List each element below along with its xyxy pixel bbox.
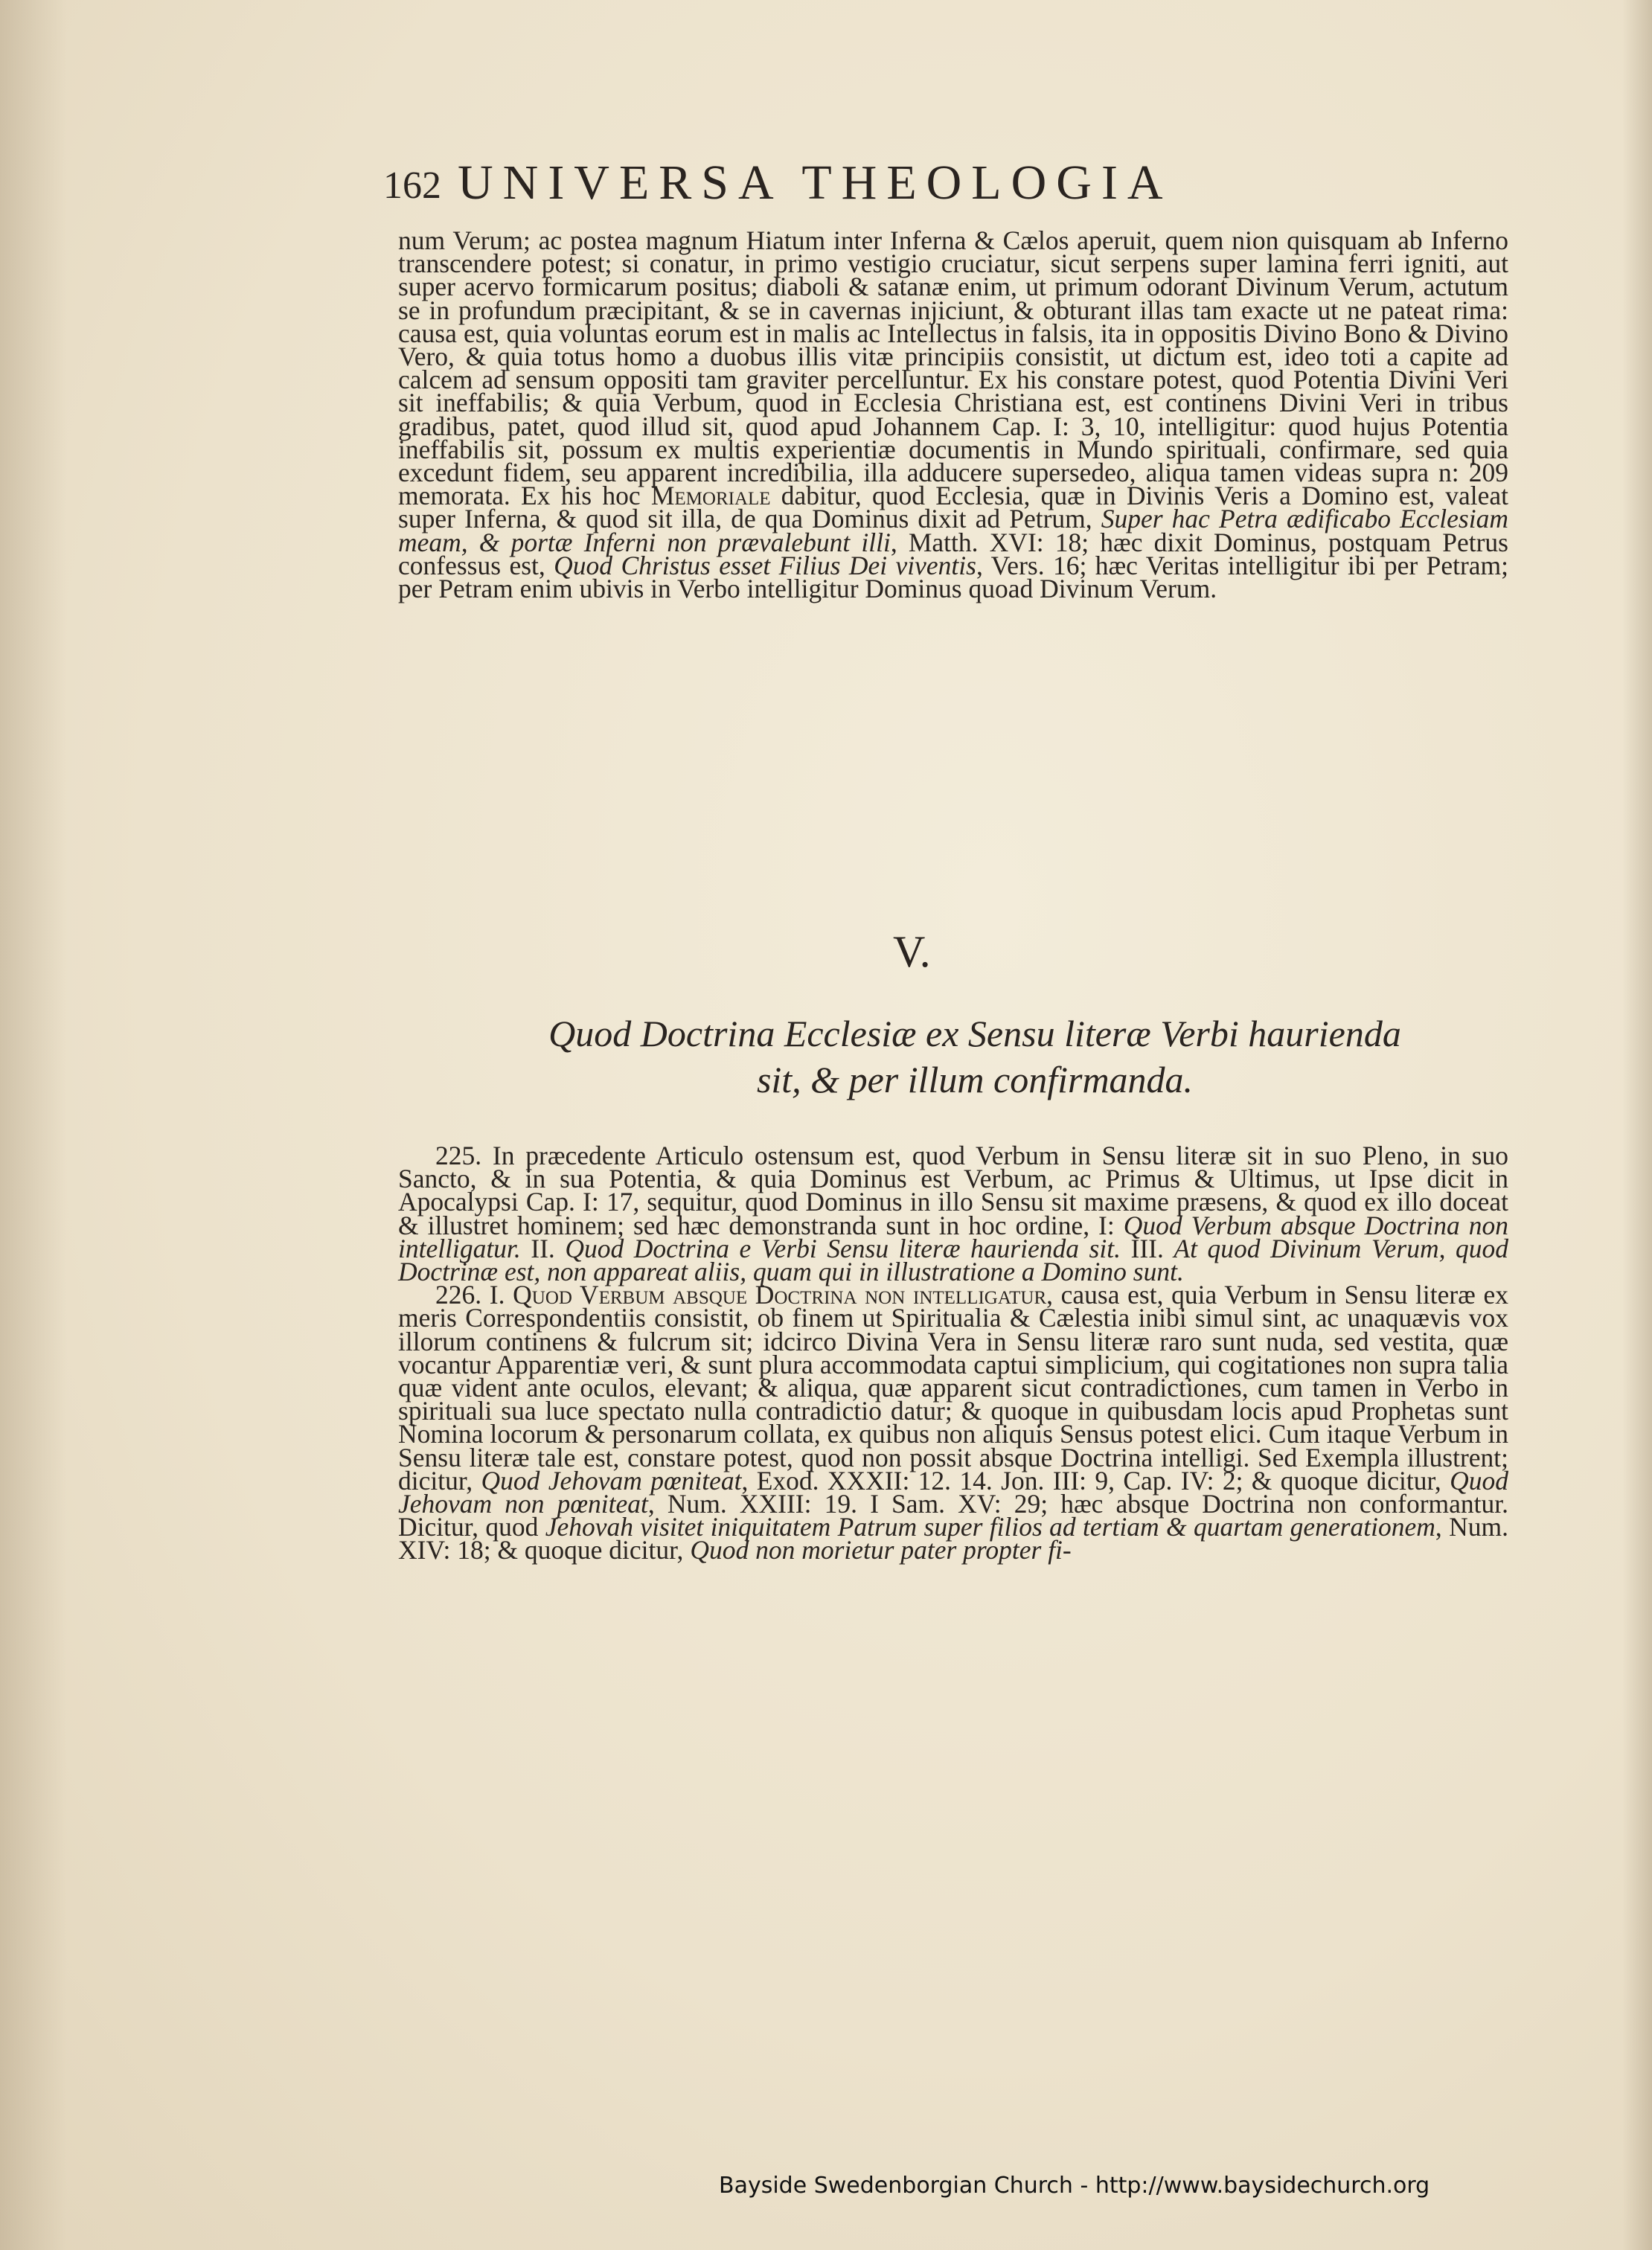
section-title-line: Quod Doctrina Ecclesiæ ex Sensu literæ Verbi haurienda — [548, 1013, 1401, 1054]
italic-quote: Quod Christus esset Filius Dei viventis — [554, 550, 976, 580]
italic-run: At quod Divinum Verum, quod Doctrinæ est, non appareat aliis, quam qui in illustratione a Domino sunt. — [398, 1233, 1509, 1287]
text-run: , Num. XIV: 18; & quoque dicitur, — [398, 1512, 1509, 1565]
italic-quote: Quod Jehovam non pœniteat — [398, 1465, 1508, 1519]
text-run: num Verum; ac postea magnum Hiatum inter Inferna & Cælos aperuit, quem nion quisquam ab Inferno transcendere potest; si conatur, in primo vestigio cruciatur, sicut serpens super lamina ferri igniti, aut super acervo formicarum positus; diaboli & satanæ enim, ut primum odorant Divinum Verum, actutum se in profundum præcipitant, & se in cavernas injiciunt, & obturant illas tam exacte ut ne pateat rima: causa est, quia voluntas eorum est in malis ac Intellectus in falsis, ita in oppositis Divino Bono & Divino Vero, & quia totus homo a duobus illis vitæ principiis consistit, ut dictum est, ideo toti a capite ad calcem ad sensum oppositi tam graviter percelluntur. Ex his constare potest, quod Potentia Divini Veri sit ineffabilis; & quia Verbum, quod in Ecclesia Christiana est, est continens Divini Veri in tribus gradibus, patet, quod illud sit, quod apud Johannem Cap. I: 3, 10, intelligitur: quod hujus Potentia ineffabilis sit, possum ex multis experientiæ documentis in Mundo spirituali, confirmare, sed quia excedunt fidem, seu apparent incredibilia, illa adducere supersedeo, aliqua tamen videas supra n: 209 memorata. Ex his hoc — [398, 225, 1508, 511]
text-run: , Vers. 16; hæc Veritas intelligitur ibi per Petram; per Petram enim ubivis in Verbo intelligitur Dominus quoad Divinum Verum. — [398, 550, 1509, 604]
section-title-line: sit, & per illum confirmanda. — [756, 1059, 1194, 1100]
page-header — [383, 155, 1388, 222]
page-shadow-left — [0, 0, 67, 2250]
text-run: 226. I. — [435, 1280, 513, 1310]
text-run: II. — [520, 1233, 566, 1263]
source-credit: Bayside Swedenborgian Church - http://www.baysidechurch.org — [719, 2173, 1430, 2199]
paragraph-225 — [398, 1141, 1509, 1287]
italic-quote: Jehovah visitet iniquitatem Patrum super filios ad tertiam & quartam generationem — [545, 1512, 1435, 1542]
text-run: , causa est, quia Verbum in Sensu literæ ex meris Correspondentiis consistit, ob finem ut Spiritualia & Cælestia inibi simul sint, ac unaquævis vox illorum continens & fulcrum sit; idcirco Divina Vera in Sensu literæ raro sunt nuda, sed vestita, quæ vocantur Apparentiæ veri, & sunt plura accommodata captui simplicium, qui cogitationes non supra talia quæ vident ante oculos, elevant; & aliqua, quæ apparent sicut contradictiones, cum tamen in Verbo in spirituali sua luce spectato nulla contradictio datur; & quoque in quibusdam locis apud Prophetas sunt Nomina locorum & personarum collata, ex quibus non aliquis Sensus potest elici. Cum itaque Verbum in Sensu literæ tale est, constare potest, quod non possit absque Doctrina intelligi. Sed Exempla illustrent; dicitur, — [398, 1280, 1508, 1496]
text-run: , Exod. XXXII: 12. 14. Jon. III: 9, Cap. IV: 2; & quoque dicitur, — [741, 1465, 1450, 1496]
section-number: V. — [893, 927, 931, 976]
paragraph-226 — [398, 1280, 1509, 1565]
italic-quote: Quod Jehovam pœniteat — [481, 1465, 742, 1496]
running-head: UNIVERSA THEOLOGIA — [458, 156, 1173, 210]
italic-run: Quod Verbum absque Doctrina non intelligatur. — [398, 1210, 1508, 1263]
section-body — [398, 1141, 1509, 1565]
italic-quote: Quod non morietur pater propter fi- — [690, 1535, 1072, 1565]
text-run: III. — [1120, 1233, 1174, 1263]
page-number: 162 — [383, 164, 441, 207]
smallcaps-run: Memoriale — [650, 481, 771, 511]
text-run: 225. In præcedente Articulo ostensum est, quod Verbum in Sensu literæ sit in suo Pleno, in suo Sancto, & in sua Potentia, & quia Dominus est Verbum, ac Primus & Ultimus, ut Ipse dicit in Apocalypsi Cap. I: 17, sequitur, quod Dominus in illo Sensu sit maxime præsens, & quod ex illo doceat & illustret hominem; sed hæc demonstranda sunt in hoc ordine, I: — [398, 1141, 1508, 1240]
italic-quote: Super hac Petra ædificabo Ecclesiam meam, & portæ Inferni non prævalebunt illi — [398, 504, 1508, 557]
text-run: , Num. XXIII: 19. I Sam. XV: 29; hæc absque Doctrina non conformantur. Dicitur, quod — [398, 1489, 1508, 1542]
continuation-paragraph — [398, 225, 1509, 604]
section-title — [476, 1010, 1473, 1103]
smallcaps-run: Quod Verbum absque Doctrina non intelligatur — [513, 1280, 1047, 1310]
text-run: , Matth. XVI: 18; hæc dixit Dominus, postquam Petrus confessus est, — [398, 527, 1509, 580]
page-shadow-right — [1622, 0, 1652, 2250]
italic-run: Quod Doctrina e Verbi Sensu literæ haurienda sit. — [565, 1233, 1121, 1263]
text-run: dabitur, quod Ecclesia, quæ in Divinis Veris a Domino est, valeat super Inferna, & quod sit illa, de qua Dominus dixit ad Petrum, — [398, 481, 1508, 534]
